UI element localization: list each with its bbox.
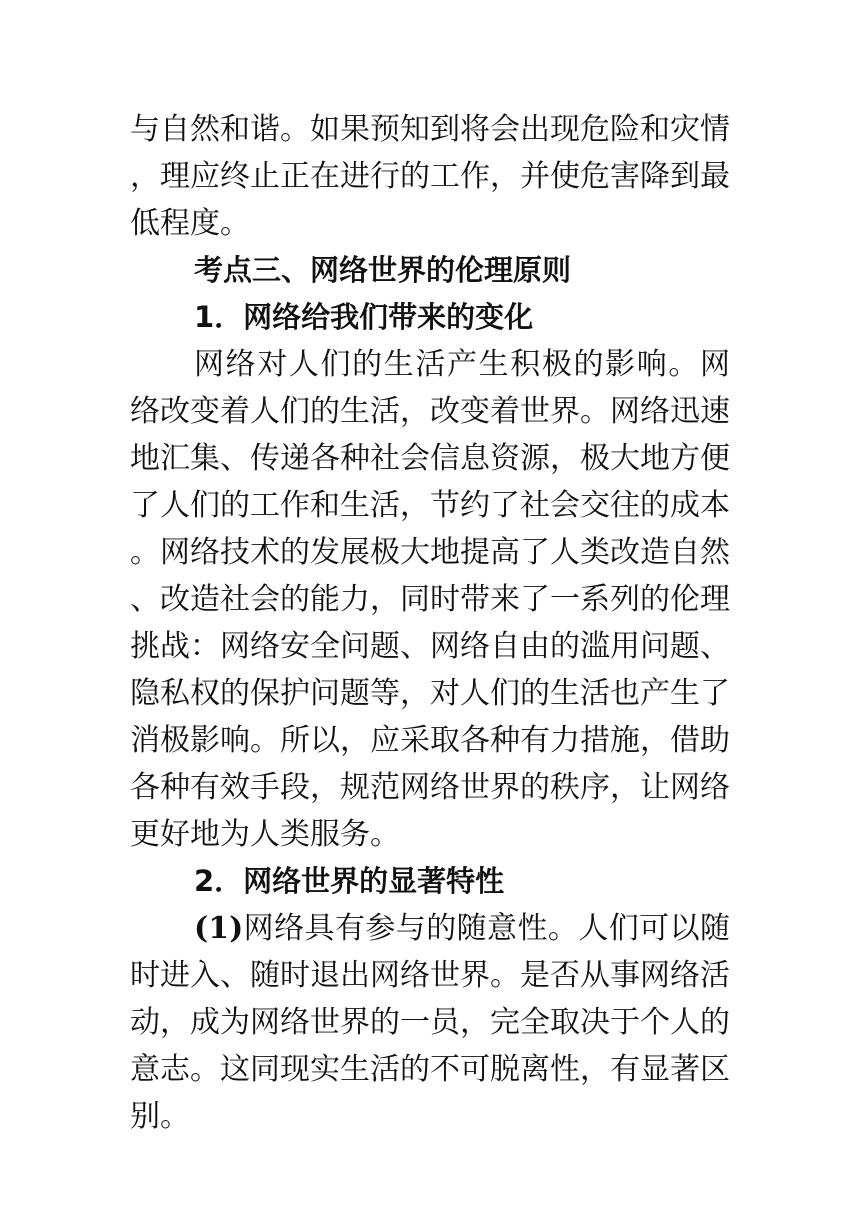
section-heading: 考点三、网络世界的伦理原则 xyxy=(194,253,572,287)
point-1-marker: (1) xyxy=(194,911,244,946)
paragraph-point-1 xyxy=(130,905,730,1140)
point-1-text: 网络具有参与的随意性。人们可以随时进入、随时退出网络世界。是否从事网络活动，成为网络世界的一员，完全取决于个人的意志。这同现实生活的不可脱离性，有显著区别。 xyxy=(130,911,730,1134)
document-page xyxy=(130,106,730,1140)
subsection-heading-2: 2．网络世界的显著特性 xyxy=(194,864,505,898)
subsection-heading-1: 1．网络给我们带来的变化 xyxy=(194,300,534,334)
paragraph-continued: 与自然和谐。如果预知到将会出现危险和灾情，理应终止正在进行的工作，并使危害降到最低程度。 xyxy=(130,112,730,241)
paragraph-network-impact: 网络对人们的生活产生积极的影响。网络改变着人们的生活，改变着世界。网络迅速地汇集、传递各种社会信息资源，极大地方便了人们的工作和生活，节约了社会交往的成本。网络技术的发展极大地提高了人类改造自然、改造社会的能力，同时带来了一系列的伦理挑战：网络安全问题、网络自由的滥用问题、隐私权的保护问题等，对人们的生活也产生了消极影响。所以，应采取各种有力措施，借助各种有效手段，规范网络世界的秩序，让网络更好地为人类服务。 xyxy=(130,347,730,852)
